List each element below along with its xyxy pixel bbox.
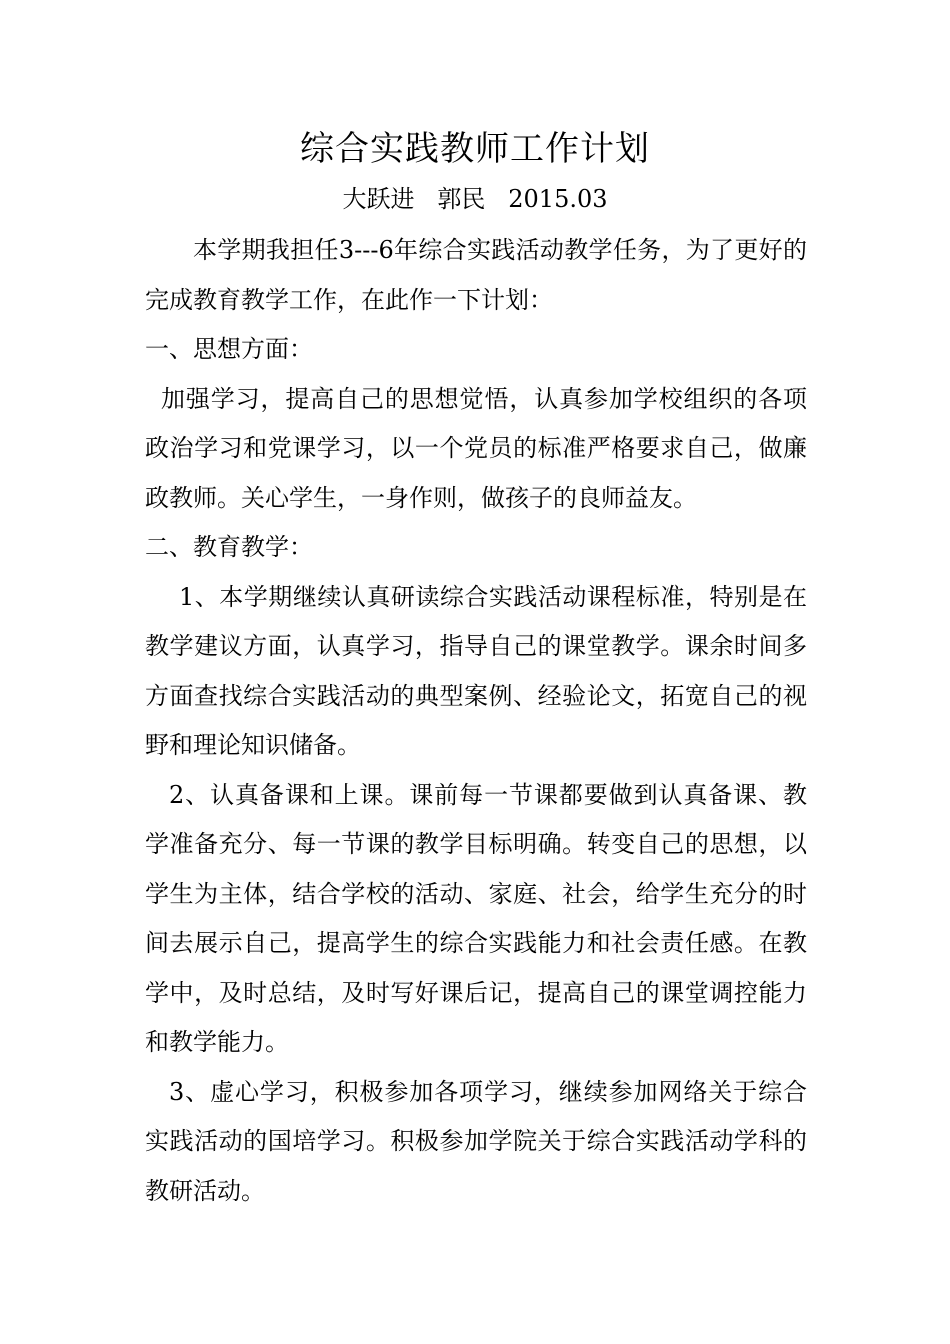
teaching-item-2: 2、认真备课和上课。课前每一节课都要做到认真备课、教学准备充分、每一节课的教学目标明确。转变自己的思想，以学生为主体，结合学校的活动、家庭、社会，给学生充分的时间去展示自己，提高学生的综合实践能力和社会责任感。在教学中，及时总结，及时写好课后记，提高自己的课堂调控能力和教学能力。 (145, 780, 807, 1056)
teaching-item-3: 3、虚心学习，积极参加各项学习，继续参加网络关于综合实践活动的国培学习。积极参加学院关于综合实践活动学科的教研活动。 (145, 1077, 807, 1205)
document-title: 综合实践教师工作计划 (300, 129, 650, 169)
document-body (145, 226, 807, 1216)
section-heading-thought: 一、思想方面： (145, 335, 313, 363)
teaching-item-1: 1、本学期继续认真研读综合实践活动课程标准，特别是在教学建议方面，认真学习，指导自己的课堂教学。课余时间多方面查找综合实践活动的典型案例、经验论文，拓宽自己的视野和理论知识储备。 (145, 582, 807, 759)
intro-paragraph: 本学期我担任3---6年综合实践活动教学任务，为了更好的完成教育教学工作，在此作一下计划： (145, 236, 807, 314)
section-heading-teaching: 二、教育教学： (145, 533, 313, 561)
document-byline: 大跃进 郭民 2015.03 (342, 185, 608, 213)
thought-paragraph: 加强学习，提高自己的思想觉悟，认真参加学校组织的各项政治学习和党课学习，以一个党员的标准严格要求自己，做廉政教师。关心学生，一身作则，做孩子的良师益友。 (145, 384, 807, 512)
